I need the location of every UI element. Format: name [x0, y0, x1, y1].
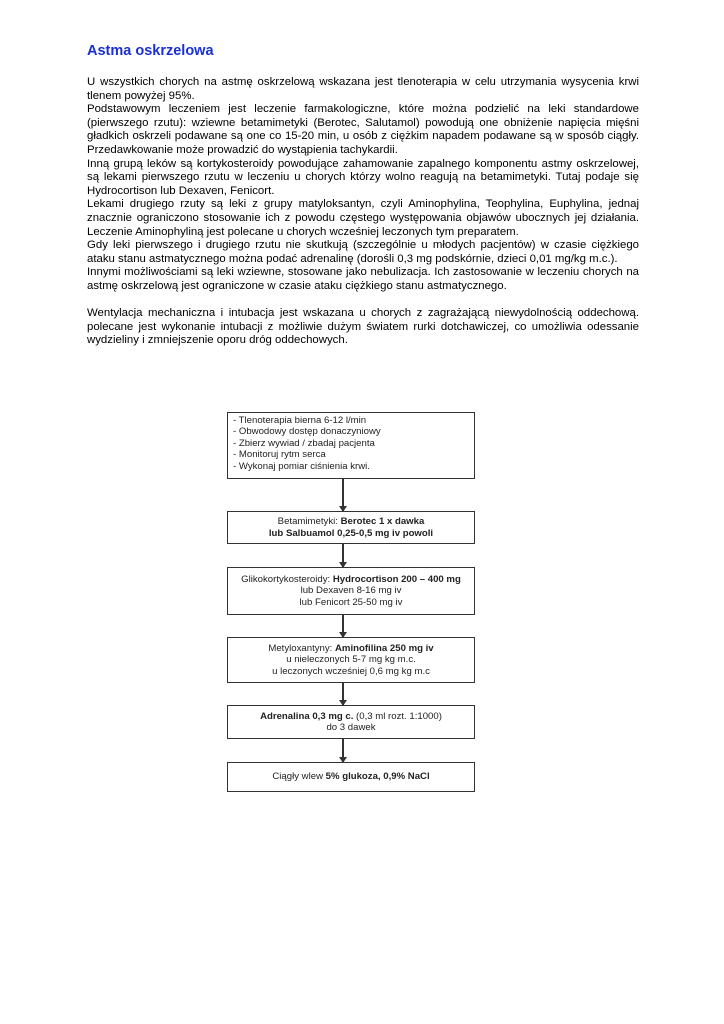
flow-step-initial: [227, 412, 475, 479]
flow-step-adrenaline-line1: [228, 711, 474, 722]
flow-step-adrenaline-solution: (0,3 ml rozt. 1:1000): [353, 710, 442, 722]
flow-step-betamimetics: [227, 511, 475, 544]
flow-step-methylxanthines-line3: u leczonych wcześniej 0,6 mg kg m.c: [272, 665, 430, 677]
article-body: [87, 76, 639, 348]
flow-step-adrenaline-line2: do 3 dawek: [326, 722, 376, 733]
flow-step-adrenaline-dose: Adrenalina 0,3 mg c.: [260, 710, 354, 722]
paragraph-oxygen: U wszystkich chorych na astmę oskrzelową wskazana jest tlenoterapia w celu utrzymania wysycenia krwi tlenem powyżej 95%.: [87, 76, 639, 102]
flow-step-methylxanthines-line2: u nieleczonych 5-7 mg kg m.c.: [286, 654, 416, 666]
flow-step-initial-item: - Zbierz wywiad / zbadaj pacjenta: [233, 437, 375, 449]
flow-step-methylxanthines: [227, 637, 475, 683]
flow-step-glucocorticoids-line1: [228, 574, 474, 585]
flow-step-glucocorticoids-line3: lub Fenicort 25-50 mg iv: [299, 596, 403, 608]
paragraph-adrenaline: Gdy leki pierwszego i drugiego rzutu nie skutkują (szczególnie u młodych pacjentów) w czasie ciężkiego ataku stanu astmatycznego można podać adrenalinę (dorośli 0,3 mg podskórnie, dzieci 0,01 mg/kg m.c.).: [87, 239, 639, 265]
flow-step-initial-item: - Monitoruj rytm serca: [233, 449, 326, 461]
flow-arrow-down: [342, 739, 344, 762]
flow-step-glucocorticoids-dose: Hydrocortison 200 – 400 mg: [332, 573, 461, 585]
flow-step-initial-item: - Tlenoterapia bierna 6-12 l/min: [233, 415, 367, 426]
flow-step-glucocorticoids: [227, 567, 475, 615]
flow-step-methylxanthines-label: Metyloxantyny:: [268, 642, 335, 654]
flow-step-infusion-line: [228, 771, 474, 782]
flow-step-betamimetics-line1: [228, 516, 474, 527]
paragraph-methylxanthines: Lekami drugiego rzuty są leki z grupy matyloksantyn, czyli Aminophylina, Teophylina, Euphylina, jednaj znacznie ograniczono stosowanie ich z powodu częstego występowania objawów ubocznych jej działania. Leczenie Aminophyliną jest polecane u chorych wcześniej leczonych tym preparatem.: [87, 198, 639, 238]
paragraph-first-line-drugs: Podstawowym leczeniem jest leczenie farmakologiczne, które można podzielić na leki standardowe (pierwszego rzutu): wziewne betamimetyki (Berotec, Salutamol) powodują one obniżenie napięcia mięśni gładkich oskrzeli podawane są one co 15-20 min, u osób z ciężkim napadem podawane są w sposób ciągły. Przedawkowanie może prowadzić do wystąpienia tachykardii.: [87, 103, 639, 156]
paragraph-nebulization: Innymi możliwościami są leki wziewne, stosowane jako nebulizacja. Ich zastosowanie w leczeniu chorych na astmę oskrzelową jest ograniczone w czasie ataku ciężkiego stanu astmatycznego.: [87, 266, 639, 292]
flow-step-betamimetics-label: Betamimetyki:: [277, 516, 341, 528]
flow-step-initial-item: - Wykonaj pomiar ciśnienia krwi.: [233, 460, 370, 472]
flow-step-glucocorticoids-line2: lub Dexaven 8-16 mg iv: [300, 585, 402, 597]
flow-arrow-down: [342, 479, 344, 511]
flow-arrow-down: [342, 544, 344, 567]
flow-step-initial-item: - Obwodowy dostęp donaczyniowy: [233, 426, 381, 438]
flow-step-infusion: [227, 762, 475, 792]
flow-step-glucocorticoids-label: Glikokortykosteroidy:: [241, 573, 333, 585]
flow-step-betamimetics-line2: [228, 528, 474, 539]
paragraph-ventilation: Wentylacja mechaniczna i intubacja jest wskazana u chorych z zagrażającą niewydolnością oddechową. polecane jest wykonanie intubacji z możliwie dużym światem rurki dotchawiczej, co umożliwia odessanie wydzieliny i zmniejszenie oporu dróg oddechowych.: [87, 307, 639, 347]
flow-step-methylxanthines-dose: Aminofilina 250 mg iv: [335, 642, 434, 654]
flow-arrow-down: [342, 615, 344, 637]
flow-step-methylxanthines-line1: [228, 643, 474, 654]
flow-step-betamimetics-dose: Berotec 1 x dawka: [340, 516, 425, 528]
flow-step-infusion-label: Ciągły wlew: [272, 771, 326, 783]
flow-arrow-down: [342, 683, 344, 705]
flow-step-betamimetics-alt: lub Salbuamol 0,25-0,5 mg iv powoli: [268, 527, 434, 539]
paragraph-gap: [87, 294, 639, 308]
flow-step-infusion-fluids: 5% glukoza, 0,9% NaCl: [325, 771, 430, 783]
flow-step-adrenaline: [227, 705, 475, 739]
treatment-flowchart: [227, 412, 475, 792]
paragraph-corticosteroids: Inną grupą leków są kortykosteroidy powodujące zahamowanie zapalnego komponentu astmy oskrzelowej, są lekami pierwszego rzutu w leczeniu u chorych którzy wolno reagują na betamimetyki. Tutaj podaje się Hydrocortison lub Dexaven, Fenicort.: [87, 157, 639, 197]
page-title: Astma oskrzelowa: [87, 43, 214, 59]
